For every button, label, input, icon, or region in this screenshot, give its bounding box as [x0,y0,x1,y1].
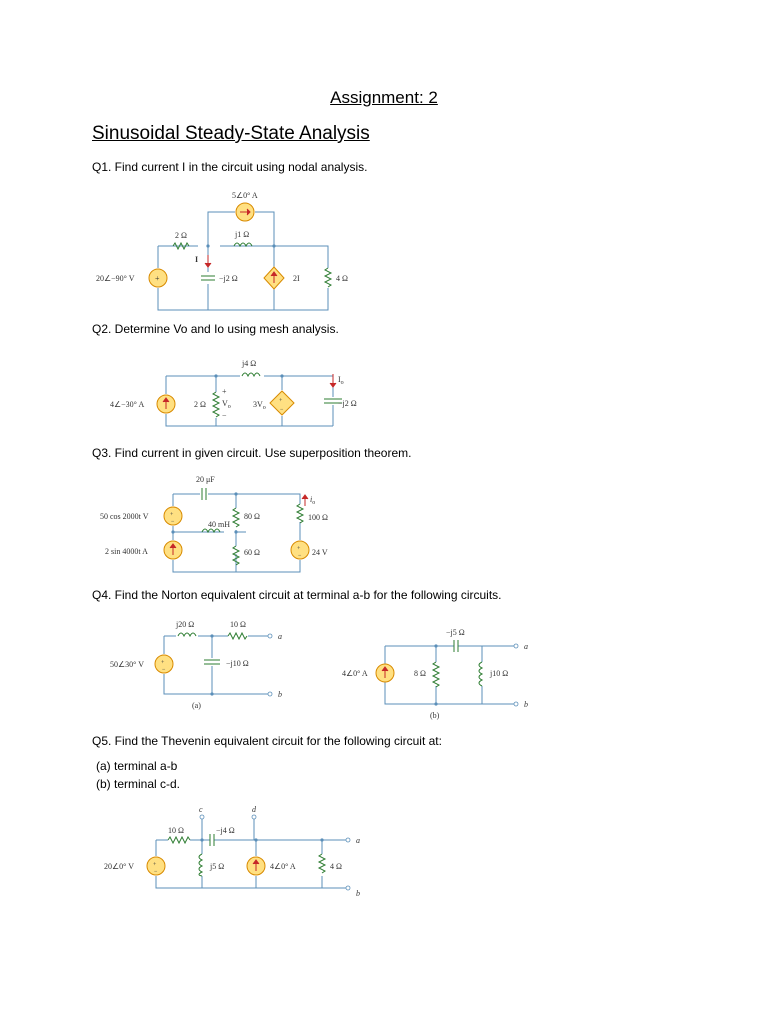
question-5-part-a: (a) terminal a-b [96,759,178,773]
label-50-cos-2000t: 50 cos 2000t V [100,512,149,521]
dependent-voltage-source [270,391,294,415]
label-4-angle-0: 4∠0° A [270,862,296,871]
svg-text:−: − [154,869,158,875]
resistor-80-ohm [233,508,239,527]
current-source-4-angle-0 [247,857,265,875]
svg-text:+: + [279,398,283,404]
figure-tag-b: (b) [430,711,440,720]
resistor-2-ohm [213,392,219,417]
svg-text:+: + [170,512,174,518]
label-3vo: $3V_o$ [253,400,266,411]
capacitor-minus-j4 [210,834,214,846]
section-heading: Sinusoidal Steady-State Analysis [92,123,370,144]
terminal-b-label: b [524,700,528,709]
capacitor-20uf [202,488,206,500]
current-arrow-i [205,255,211,267]
label-5-angle-0: 5∠0° A [232,191,258,200]
label-20uf: 20 μF [196,475,215,484]
label-minus-j5: −j5 Ω [446,628,465,637]
label-10-ohm: 10 Ω [168,826,184,835]
label-4-angle-0: 4∠0° A [342,669,368,678]
question-3: Q3. Find current in given circuit. Use superposition theorem. [92,446,412,460]
label-vo: $V_o$ [222,399,231,410]
label-10-ohm: 10 Ω [230,620,246,629]
question-5-part-b: (b) terminal c-d. [96,777,181,791]
voltage-source-20-angle-0 [147,857,165,875]
label-minus-j2: −j2 Ω [338,399,357,408]
label-2-ohm: 2 Ω [194,400,206,409]
inductor-j4 [242,373,260,376]
terminal-b-label: b [356,889,360,898]
resistor-10-ohm [168,837,190,843]
circuit-wires [156,815,350,890]
svg-text:−: − [162,667,166,673]
circuit-q4a [108,618,298,712]
circuit-q3 [98,472,358,578]
label-minus-j2: −j2 Ω [219,274,238,283]
label-100-ohm: 100 Ω [308,513,328,522]
circuit-q2 [108,352,378,430]
terminal-b-label: b [278,690,282,699]
capacitor-minus-j5 [454,640,458,652]
capacitor-minus-j2 [201,276,215,280]
resistor-4-ohm [325,268,331,287]
svg-text:+: + [155,274,160,283]
capacitor-minus-j10 [204,660,220,664]
question-1: Q1. Find current I in the circuit using nodal analysis. [92,160,368,174]
label-j10: j10 Ω [490,669,509,678]
current-source-2sin [164,541,182,559]
label-minus-j10: −j10 Ω [226,659,249,668]
current-source [157,395,175,413]
label-80-ohm: 80 Ω [244,512,260,521]
label-io: $I_o$ [338,375,344,386]
voltage-source-50-angle-30 [155,655,173,673]
circuit-wires [158,212,328,310]
label-minus: − [222,411,227,420]
circuit-wires [164,634,272,696]
resistor-10-ohm [228,633,247,639]
assignment-title: Assignment: 2 [330,88,438,107]
label-24v: 24 V [312,548,328,557]
label-plus: + [222,387,227,396]
label-4-ohm: 4 Ω [330,862,342,871]
svg-text:−: − [171,519,175,525]
voltage-source-50cos [164,507,182,525]
svg-text:+: + [297,546,301,552]
inductor-j10 [479,662,482,686]
terminal-d-label: d [252,805,256,814]
circuit-q4b-drawing [340,624,540,722]
terminal-a-label: a [278,632,282,641]
label-40mh: 40 mH [208,520,230,529]
label-2i: 2I [293,274,300,283]
circuit-wires [166,374,333,426]
label-j20: j20 Ω [176,620,195,629]
terminal-a-label: a [356,836,360,845]
circuit-wires [171,492,300,572]
label-60-ohm: 60 Ω [244,548,260,557]
circuit-q5 [100,804,370,900]
voltage-source-24v [291,541,309,559]
label-20-angle-0: 20∠0° V [104,862,135,871]
question-5: Q5. Find the Thevenin equivalent circuit for the following circuit at: [92,734,442,748]
svg-text:−: − [280,407,284,413]
circuit-q1 [90,182,370,312]
label-4-angle-minus-30: 4∠−30° A [110,400,145,409]
label-4-ohm: 4 Ω [336,274,348,283]
current-arrow-io [302,495,308,506]
label-j5: j5 Ω [210,862,225,871]
label-j4: j4 Ω [242,359,257,368]
current-source-4-angle-0 [376,664,394,682]
figure-tag-a: (a) [192,701,201,710]
voltage-source [149,269,167,287]
current-source [236,203,254,221]
label-minus-j4: −j4 Ω [216,826,235,835]
svg-text:−: − [298,553,302,559]
resistor-8-ohm [433,662,439,687]
label-j1: j1 Ω [235,230,250,239]
inductor-j5 [199,854,202,876]
svg-text:+: + [161,660,165,666]
label-i: I [195,255,199,264]
question-2: Q2. Determine Vo and Io using mesh analysis. [92,322,339,336]
label-20-angle-minus-90: 20∠−90° V [96,274,135,283]
label-50-angle-30: 50∠30° V [110,660,145,669]
terminal-c-label: c [199,805,203,814]
resistor-4-ohm [319,854,325,873]
label-8-ohm: 8 Ω [414,669,426,678]
label-2-ohm: 2 Ω [175,231,187,240]
label-2-sin-4000t: 2 sin 4000t A [105,547,148,556]
dependent-current-source [264,267,284,289]
resistor-100-ohm [297,504,303,523]
inductor-j20 [178,633,196,636]
terminal-a-label: a [524,642,528,651]
question-4: Q4. Find the Norton equivalent circuit at terminal a-b for the following circuits. [92,588,502,602]
label-io: $i_o$ [310,495,316,506]
svg-text:+: + [153,862,157,868]
